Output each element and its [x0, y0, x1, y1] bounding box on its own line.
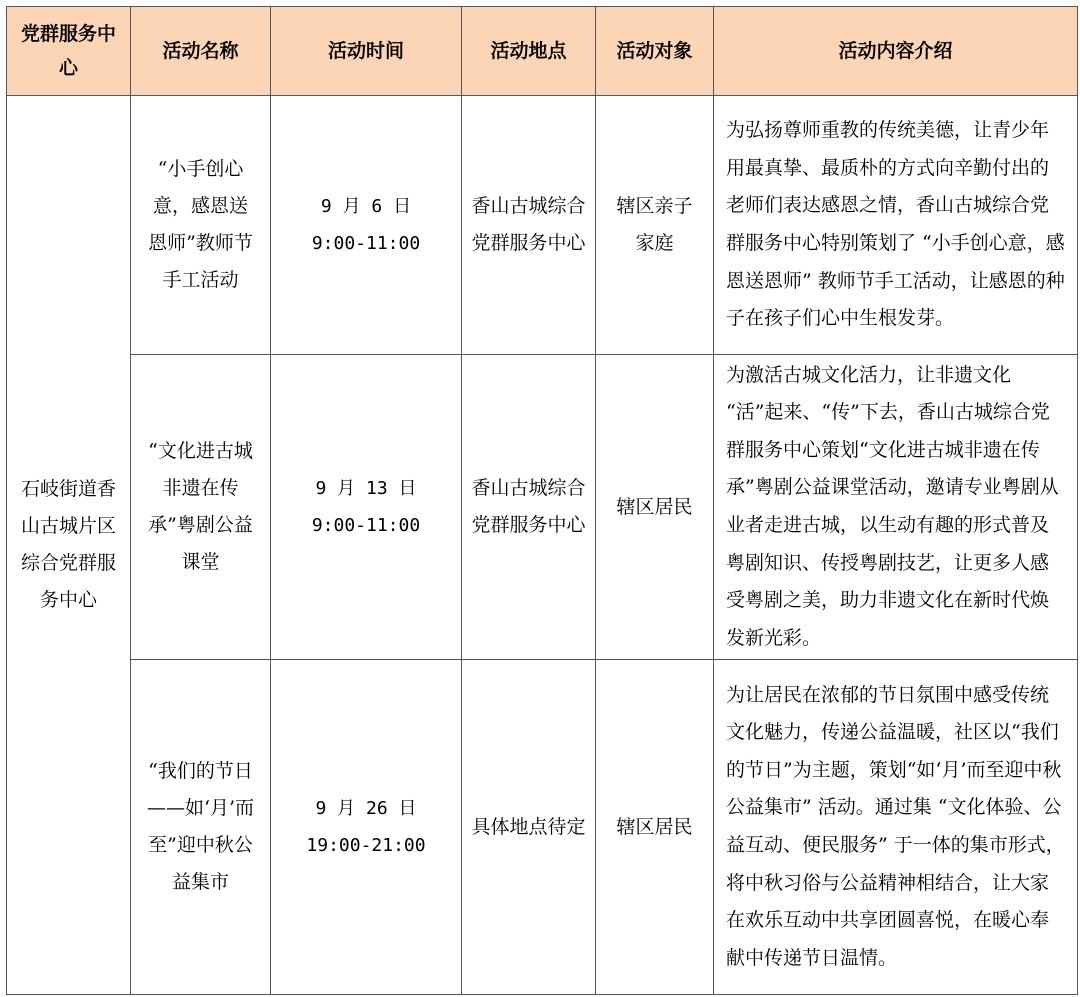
header-center: 党群服务中心 [7, 7, 131, 96]
activity-time-cell [271, 660, 462, 995]
activity-description: 为让居民在浓郁的节日氛围中感受传统文化魅力，传递公益温暖，社区以“我们的节日”为主题，策划“如‘月’而至迎中秋公益集市” 活动。通过集 “文化体验、公益互动、便民服务” 于一体的集市形式，将中秋习俗与公益精神相结合，让大家在欢乐互动中共享团圆喜悦，在暖心奉献中传递节日温情。 [714, 660, 1078, 995]
activity-name: “我们的节日——如‘月’而至”迎中秋公益集市 [146, 760, 255, 893]
table-header-row [7, 7, 1078, 96]
activity-name: “文化进古城 非遗在传承”粤剧公益课堂 [148, 440, 253, 573]
activity-schedule-table [6, 6, 1078, 995]
header-description: 活动内容介绍 [714, 7, 1078, 96]
table-row [7, 660, 1078, 995]
activity-location: 香山古城综合党群服务中心 [471, 195, 586, 254]
center-name: 石岐街道香山古城片区综合党群服务中心 [20, 478, 116, 611]
activity-hours: 19:00-21:00 [306, 835, 426, 856]
activity-audience: 辖区居民 [616, 495, 693, 518]
activity-name: “小手创心意，感恩送恩师”教师节手工活动 [148, 158, 253, 291]
activity-name-cell [131, 355, 271, 660]
activity-location-cell [462, 660, 596, 995]
activity-location: 香山古城综合党群服务中心 [471, 477, 586, 536]
activity-time-cell [271, 96, 462, 355]
activity-audience: 辖区亲子家庭 [616, 195, 693, 254]
table-row [7, 96, 1078, 355]
header-audience: 活动对象 [596, 7, 714, 96]
activity-audience: 辖区居民 [616, 815, 693, 838]
header-location: 活动地点 [462, 7, 596, 96]
activity-date: 9 月 6 日 [320, 196, 412, 217]
activity-audience-cell [596, 355, 714, 660]
activity-name-cell [131, 660, 271, 995]
header-time: 活动时间 [271, 7, 462, 96]
activity-name-cell [131, 96, 271, 355]
activity-date: 9 月 13 日 [315, 478, 417, 499]
table-row [7, 355, 1078, 660]
activity-location: 具体地点待定 [471, 815, 586, 838]
activity-description: 为弘扬尊师重教的传统美德，让青少年用最真挚、最质朴的方式向辛勤付出的老师们表达感恩之情，香山古城综合党群服务中心特别策划了 “小手创心意，感恩送恩师” 教师节手工活动，让感恩的种子在孩子们心中生根发芽。 [714, 96, 1078, 355]
activity-date: 9 月 26 日 [315, 798, 417, 819]
center-name-cell [7, 96, 131, 995]
activity-hours: 9:00-11:00 [311, 233, 421, 254]
header-name: 活动名称 [131, 7, 271, 96]
activity-hours: 9:00-11:00 [311, 515, 421, 536]
activity-location-cell [462, 96, 596, 355]
activity-audience-cell [596, 96, 714, 355]
activity-time-cell [271, 355, 462, 660]
activity-location-cell [462, 355, 596, 660]
activity-description: 为激活古城文化活力，让非遗文化 “活”起来、“传”下去，香山古城综合党群服务中心策划“文化进古城非遗在传承”粤剧公益课堂活动，邀请专业粤剧从业者走进古城，以生动有趣的形式普及粤剧知识、传授粤剧技艺，让更多人感受粤剧之美，助力非遗文化在新时代焕发新光彩。 [714, 355, 1078, 660]
activity-audience-cell [596, 660, 714, 995]
